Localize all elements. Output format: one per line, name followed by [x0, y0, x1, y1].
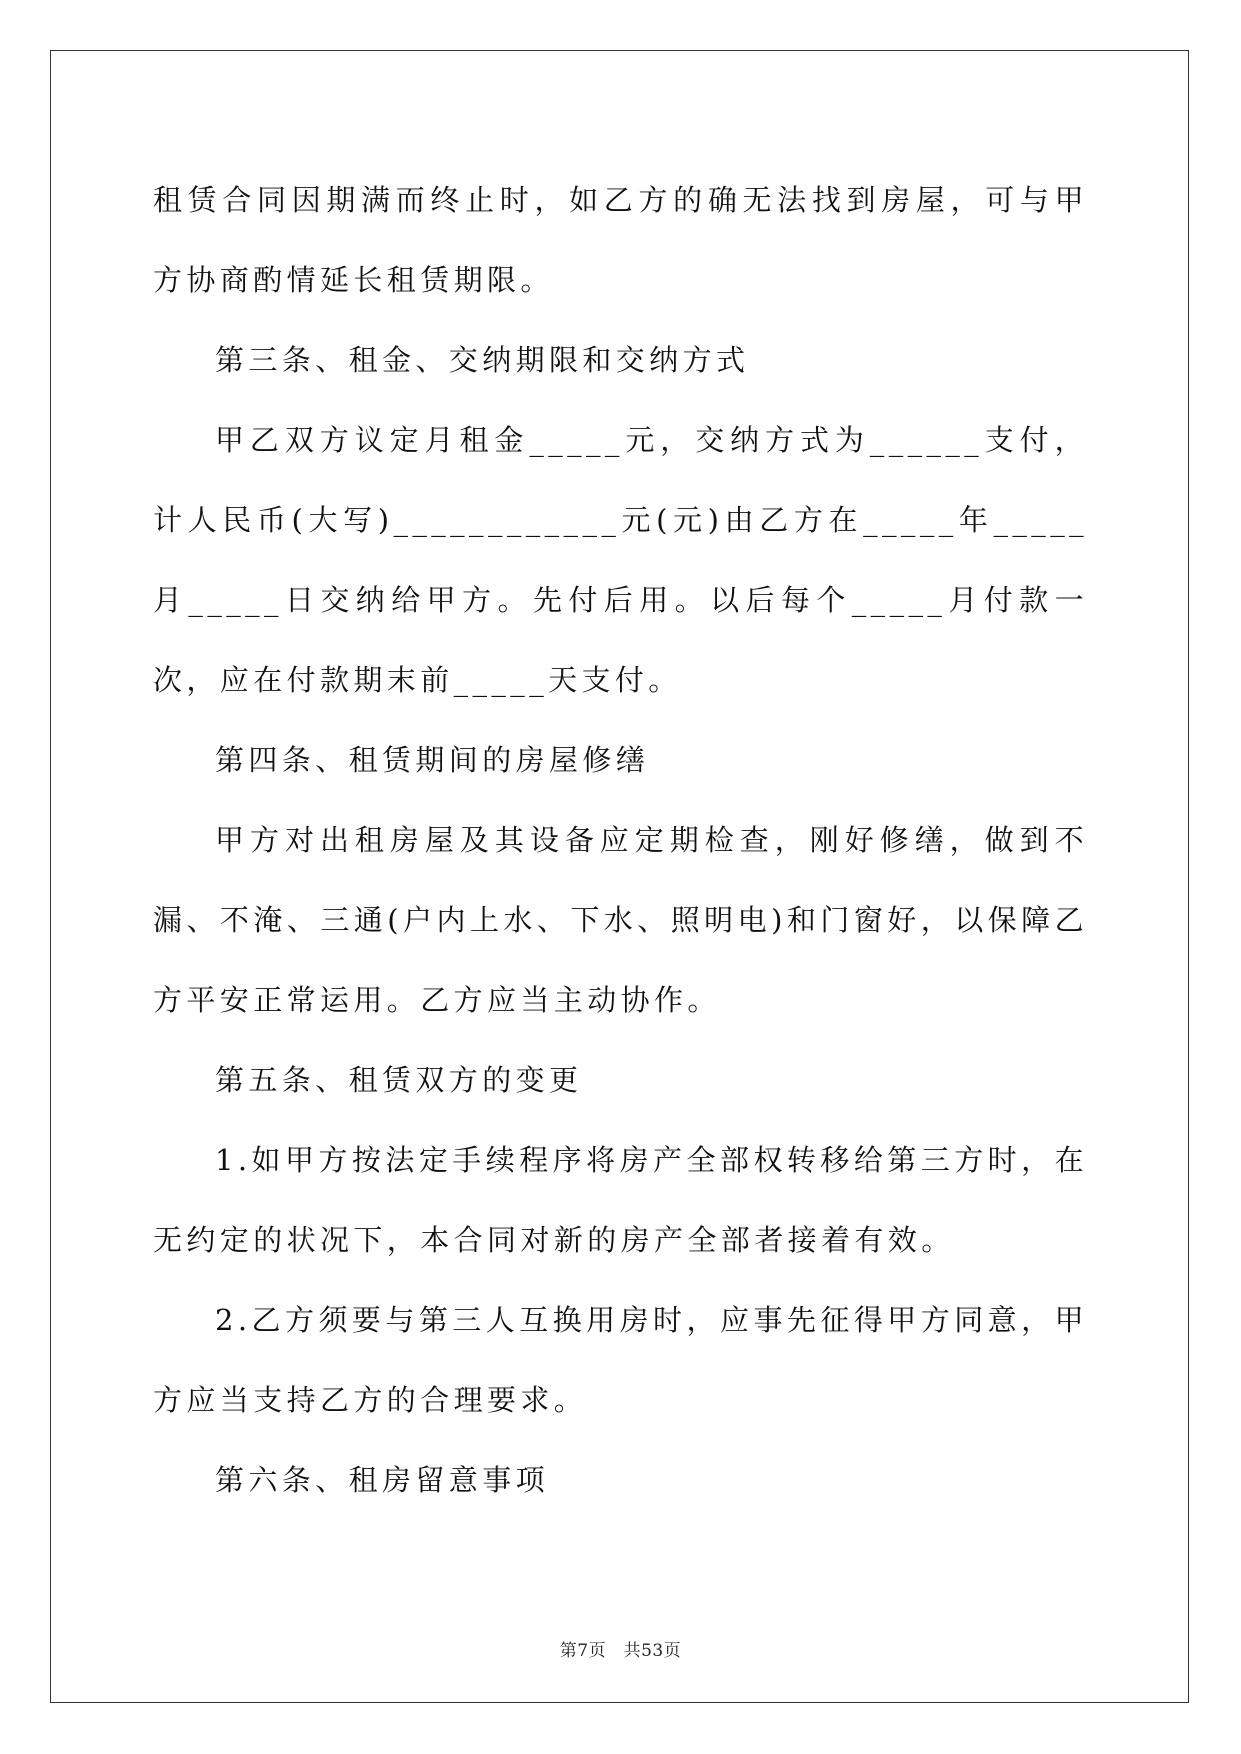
paragraph-renewal: 租赁合同因期满而终止时，如乙方的确无法找到房屋，可与甲方协商酌情延长租赁期限。 — [153, 183, 1088, 297]
heading-article-5: 第五条、租赁双方的变更 — [215, 1063, 583, 1097]
paragraph-repairs: 甲方对出租房屋及其设备应定期检查，刚好修缮，做到不漏、不淹、三通(户内上水、下水、照明电)和门窗好，以保障乙方平安正常运用。乙方应当主动协作。 — [153, 823, 1088, 1017]
heading-article-3: 第三条、租金、交纳期限和交纳方式 — [215, 343, 750, 377]
paragraph-rent-payment: 甲乙双方议定月租金_____元，交纳方式为______支付，计人民币(大写)____________元(元)由乙方在_____年_____月_____日交纳给甲方。先付后用。以后每个_____月付款一次，应在付款期末前_____天支付。 — [153, 423, 1088, 697]
page-footer: 第7页 共53页 — [559, 1641, 682, 1661]
paragraph-change-item-1: 1.如甲方按法定手续程序将房产全部权转移给第三方时，在无约定的状况下，本合同对新的房产全部者接着有效。 — [153, 1143, 1088, 1257]
document-body — [153, 160, 1088, 1520]
heading-article-4: 第四条、租赁期间的房屋修缮 — [215, 743, 650, 777]
heading-article-6: 第六条、租房留意事项 — [215, 1463, 550, 1497]
paragraph-change-item-2: 2.乙方须要与第三人互换用房时，应事先征得甲方同意，甲方应当支持乙方的合理要求。 — [153, 1303, 1088, 1417]
